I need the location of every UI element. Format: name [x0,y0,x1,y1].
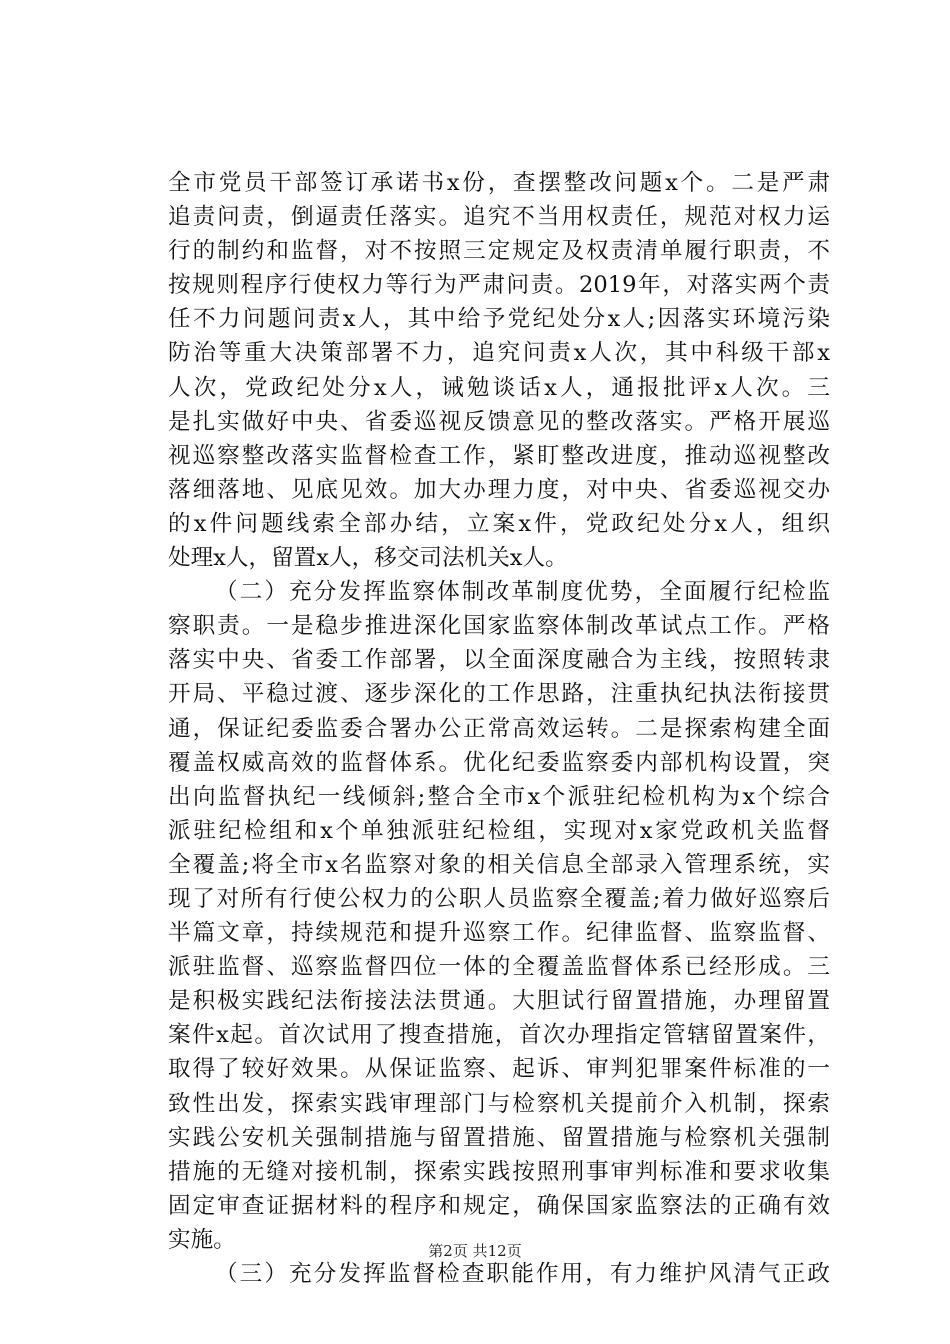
text-line: 按规则程序行使权力等行为严肃问责。2019年，对落实两个责 [168,272,830,299]
text-line: 派驻纪检组和x个单独派驻纪检组，实现对x家党政机关监督 [168,817,830,844]
text-line: 是积极实践纪法衔接法法贯通。大胆试行留置措施，办理留置 [168,988,830,1015]
text-line: 落细落地、见底见效。加大办理力度，对中央、省委巡视交办 [168,476,830,503]
text-line: 派驻监督、巡察监督四位一体的全覆盖监督体系已经形成。三 [168,954,830,981]
text-line: 的x件问题线索全部办结，立案x件，党政纪处分x人，组织 [168,510,830,537]
text-line: 行的制约和监督，对不按照三定规定及权责清单履行职责，不 [168,238,830,265]
text-line: 开局、平稳过渡、逐步深化的工作思路，注重执纪执法衔接贯 [168,681,830,708]
text-line: 是扎实做好中央、省委巡视反馈意见的整改落实。严格开展巡 [168,408,830,435]
text-line: 任不力问题问责x人，其中给予党纪处分x人;因落实环境污染 [168,306,830,333]
text-line: 致性出发，探索实践审理部门与检察机关提前介入机制，探索 [168,1090,830,1117]
text-line: 全覆盖;将全市x名监察对象的相关信息全部录入管理系统，实 [168,851,830,878]
section-heading-line: （三）充分发挥监督检查职能作用，有力维护风清气正政 [215,1261,830,1287]
text-line: 措施的无缝对接机制，探索实践按照刑事审判标准和要求收集 [168,1158,830,1185]
text-line: 追责问责，倒逼责任落实。追究不当用权责任，规范对权力运 [168,204,830,231]
text-line: 人次，党政纪处分x人，诫勉谈话x人，通报批评x人次。三 [168,374,830,401]
text-line: 案件x起。首次试用了搜查措施，首次办理指定管辖留置案件， [168,1022,830,1049]
paragraph-end-line: 实施。 [168,1226,236,1253]
text-line: 现了对所有行使公权力的公职人员监察全覆盖;着力做好巡察后 [168,885,830,912]
text-line: 半篇文章，持续规范和提升巡察工作。纪律监督、监察监督、 [168,920,830,947]
text-line: 通，保证纪委监委合署办公正常高效运转。二是探索构建全面 [168,715,830,742]
text-line: 防治等重大决策部署不力，追究问责x人次，其中科级干部x [168,340,830,367]
text-line: 察职责。一是稳步推进深化国家监察体制改革试点工作。严格 [168,613,830,640]
text-line: 出向监督执纪一线倾斜;整合全市x个派驻纪检机构为x个综合 [168,783,830,810]
text-line: 视巡察整改落实监督检查工作，紧盯整改进度，推动巡视整改 [168,442,830,469]
text-line: 固定审查证据材料的程序和规定，确保国家监察法的正确有效 [168,1192,830,1219]
text-line: 实践公安机关强制措施与留置措施、留置措施与检察机关强制 [168,1124,830,1151]
text-line: 取得了较好效果。从保证监察、起诉、审判犯罪案件标准的一 [168,1056,830,1083]
page-number-footer: 第2页 共12页 [428,1242,522,1260]
section-heading-line: （二）充分发挥监察体制改革制度优势，全面履行纪检监 [215,579,830,606]
paragraph-end-line: 处理x人，留置x人，移交司法机关x人。 [168,545,568,572]
text-line: 全市党员干部签订承诺书x份，查摆整改问题x个。二是严肃 [168,170,830,196]
text-line: 落实中央、省委工作部署，以全面深度融合为主线，按照转隶 [168,647,830,674]
document-body [168,166,830,1291]
text-line: 覆盖权威高效的监督体系。优化纪委监察委内部机构设置，突 [168,749,830,776]
